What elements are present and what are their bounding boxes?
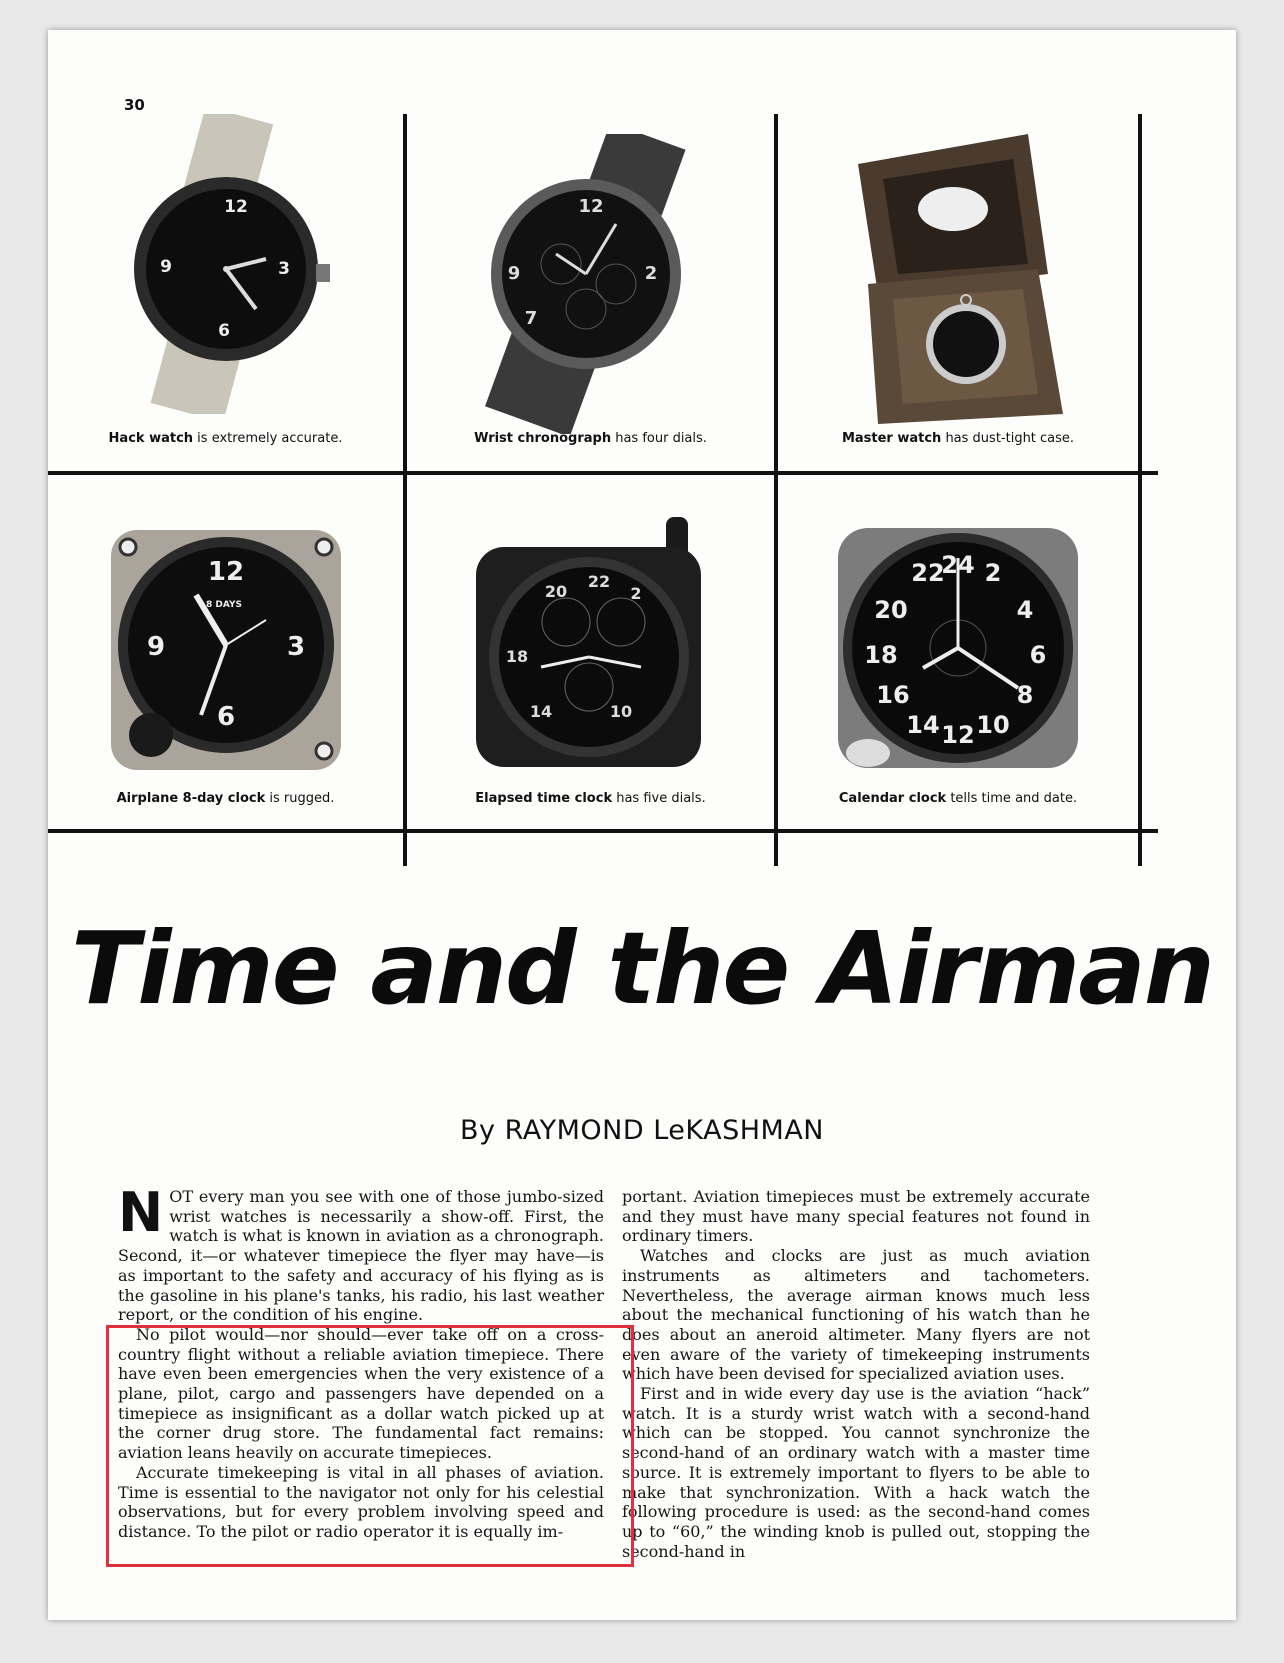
photo-cell-master-watch — [778, 114, 1138, 471]
article-paragraph: Watches and clocks are just as much aviation instruments as altimeters and tachometers. Nevertheless, the average airman knows much less about the mechanical functioning of his watch than he does about an aneroid altimeter. Many flyers are not even aware of the variety of timekeeping instruments which have been devised for specialized aviation uses. — [622, 1246, 1090, 1384]
caption-elapsed-time-clock: Elapsed time clock has five dials. — [475, 791, 706, 806]
photo-cell-airplane-clock — [48, 475, 403, 829]
svg-text:3: 3 — [277, 259, 290, 279]
svg-text:14: 14 — [906, 711, 940, 739]
svg-text:20: 20 — [874, 596, 908, 624]
caption-airplane-clock: Airplane 8-day clock is rugged. — [116, 791, 335, 806]
airplane-8-day-clock-photo — [106, 525, 346, 775]
svg-text:16: 16 — [876, 681, 910, 709]
svg-text:20: 20 — [544, 582, 567, 601]
photo-cell-calendar-clock — [778, 475, 1138, 829]
svg-text:12: 12 — [223, 197, 248, 217]
article-title: Time and the Airman — [71, 910, 1213, 1027]
eight-days-dial-label: 8 DAYS — [205, 600, 242, 610]
svg-text:6: 6 — [217, 321, 230, 341]
page-number: 30 — [124, 96, 145, 114]
svg-text:12: 12 — [207, 557, 244, 587]
calendar-clock-photo — [833, 523, 1083, 773]
svg-text:2: 2 — [984, 559, 1002, 587]
svg-text:22: 22 — [587, 572, 610, 591]
svg-text:18: 18 — [864, 641, 898, 669]
svg-text:3: 3 — [286, 632, 305, 662]
svg-text:7: 7 — [524, 308, 537, 329]
svg-text:2: 2 — [644, 263, 657, 284]
article-paragraph: First and in wide every day use is the aviation “hack” watch. It is a sturdy wrist watch with a second-hand which can be stopped. You cannot synchronize the second-hand of an ordinary watch with a master time source. It is extremely important to flyers to be able to make that synchronization. With a hack watch the following procedure is used: as the second-hand comes up to “60,” the winding knob is pulled out, stopping the second-hand in — [622, 1384, 1090, 1561]
hack-watch-photo — [106, 114, 346, 414]
master-watch-photo — [848, 124, 1068, 424]
article-byline: By RAYMOND LeKASHMAN — [459, 1115, 825, 1146]
svg-text:12: 12 — [941, 721, 975, 749]
elapsed-time-clock-photo — [471, 517, 711, 777]
svg-text:10: 10 — [609, 702, 632, 721]
caption-master-watch: Master watch has dust-tight case. — [841, 431, 1075, 446]
svg-text:12: 12 — [577, 196, 604, 217]
grid-rule-2 — [48, 829, 1158, 833]
svg-text:8: 8 — [1016, 681, 1034, 709]
article-paragraph: Accurate timekeeping is vital in all phases of aviation. Time is essential to the navigator not only for his celestial observations, but for every problem involving speed and distance. To the pilot or radio operator it is equally im- — [118, 1462, 604, 1541]
drop-cap: N — [118, 1181, 164, 1244]
svg-text:14: 14 — [529, 702, 552, 721]
article-paragraph: portant. Aviation timepieces must be extremely accurate and they must have many special features not found in ordinary timers. — [622, 1187, 1090, 1246]
svg-text:2: 2 — [629, 584, 642, 603]
caption-wrist-chronograph: Wrist chronograph has four dials. — [474, 431, 707, 446]
svg-text:10: 10 — [976, 711, 1010, 739]
svg-text:24: 24 — [941, 551, 975, 579]
photo-cell-elapsed-time-clock — [407, 475, 774, 829]
wrist-chronograph-photo — [476, 134, 706, 434]
article-right-column — [622, 1187, 1090, 1561]
svg-text:4: 4 — [1016, 596, 1034, 624]
photo-cell-wrist-chronograph — [407, 114, 774, 471]
caption-calendar-clock: Calendar clock tells time and date. — [838, 791, 1078, 806]
highlight-box — [106, 1325, 634, 1567]
photo-cell-hack-watch — [48, 114, 403, 471]
svg-text:6: 6 — [1029, 641, 1047, 669]
svg-text:22: 22 — [911, 559, 945, 587]
grid-divider-3 — [1138, 114, 1142, 866]
svg-text:9: 9 — [507, 263, 520, 284]
article-paragraph: NOT every man you see with one of those jumbo-sized wrist watches is necessarily a show-off. First, the watch is what is known in aviation as a chronograph. Second, it—or whatever timepiece the flyer may have—is as important to the safety and accuracy of his flying as is the gasoline in his plane's tanks, his radio, his last weather report, or the condition of his engine. — [118, 1181, 604, 1325]
svg-text:9: 9 — [146, 632, 165, 662]
caption-hack-watch: Hack watch is extremely accurate. — [108, 431, 343, 446]
svg-text:6: 6 — [216, 702, 235, 732]
svg-text:9: 9 — [159, 257, 172, 277]
svg-text:18: 18 — [505, 647, 528, 666]
article-paragraph: No pilot would—nor should—ever take off on a cross-country flight without a reliable aviation timepiece. There have even been emergencies when the very existence of a plane, pilot, cargo and passengers have depended on a timepiece as insignificant as a dollar watch picked up at the corner drug store. The fundamental fact remains: aviation leans heavily on accurate timepieces. — [118, 1324, 604, 1463]
